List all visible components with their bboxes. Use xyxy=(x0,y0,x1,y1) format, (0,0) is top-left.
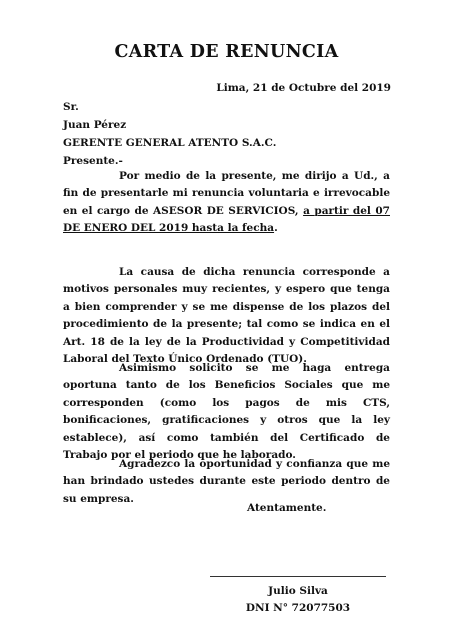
letter-title: CARTA DE RENUNCIA xyxy=(114,42,339,62)
paragraph-1-text: Por medio de la presente, me dirijo a Ud., a fin de presentarle mi renuncia voluntaria e irrevocable en el cargo de ASESOR DE SERVICIOS, xyxy=(63,170,390,217)
paragraph-3: Asimismo solicito se me haga entrega oportuna tanto de los Beneficios Sociales que me corresponden (como los pagos de mis CTS, bonificaciones, gratificaciones y otros que la ley establece), así como también del Certificado de Trabajo por el periodo que he laborado. xyxy=(63,362,390,462)
recipient-position: GERENTE GENERAL ATENTO S.A.C. xyxy=(63,137,277,149)
paragraph-1-end: . xyxy=(274,222,278,235)
letter-date: Lima, 21 de Octubre del 2019 xyxy=(216,82,391,94)
closing-text: Atentamente. xyxy=(247,502,327,514)
signature-name: Julio Silva xyxy=(268,585,328,597)
recipient-presente: Presente.- xyxy=(63,155,123,167)
recipient-block xyxy=(63,98,276,170)
signature-dni: DNI N° 72077503 xyxy=(245,602,351,614)
paragraph-4: Agradezco la oportunidad y confianza que me han brindado ustedes durante este periodo dentro de su empresa. xyxy=(63,458,390,505)
paragraph-1-underlined: a partir del 07 DE ENERO DEL 2019 hasta la fecha xyxy=(63,204,390,235)
paragraph-1 xyxy=(63,168,390,238)
signature-line xyxy=(210,576,386,577)
recipient-name: Juan Pérez xyxy=(63,119,127,131)
paragraph-2: La causa de dicha renuncia corresponde a motivos personales muy recientes, y espero que tenga a bien comprender y se me dispense de los plazos del procedimiento de la presente; tal como se indica en el Art. 18 de la ley de la Productividad y Competitividad Laboral del Texto Único Ordenado (TUO). xyxy=(63,266,390,366)
recipient-salutation: Sr. xyxy=(63,101,79,113)
